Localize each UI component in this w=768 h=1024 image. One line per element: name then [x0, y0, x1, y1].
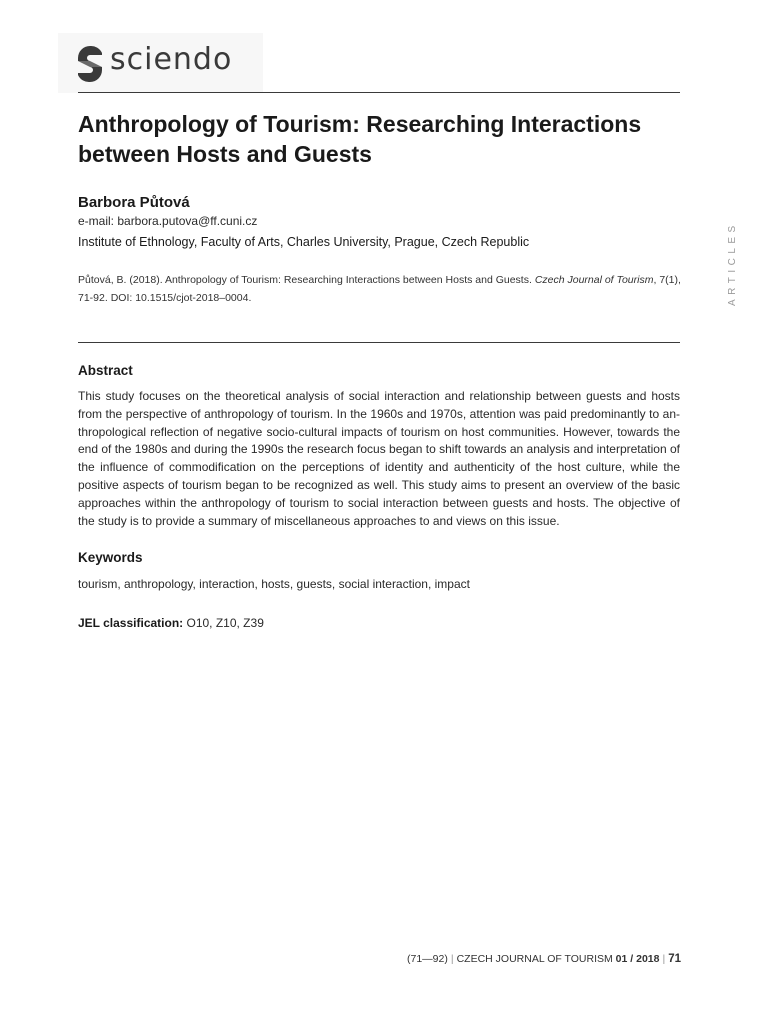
section-side-label: ARTICLES [727, 221, 738, 306]
citation-main: Půtová, B. (2018). Anthropology of Tourism: Researching Interactions between Hosts and Guests. [78, 274, 535, 286]
section-divider [78, 342, 680, 343]
footer-separator: | [450, 953, 454, 965]
citation-journal: Czech Journal of Tourism [534, 274, 654, 286]
footer-issue: 01 / 2018 [615, 953, 660, 965]
author-affiliation: Institute of Ethnology, Faculty of Arts, Charles University, Prague, Czech Republic [78, 235, 530, 249]
jel-value: O10, Z10, Z39 [183, 616, 264, 630]
page-number: 71 [668, 953, 681, 965]
keywords-heading: Keywords [78, 550, 143, 565]
jel-classification [78, 616, 264, 630]
page-footer [407, 953, 681, 965]
citation-rest: , 7(1), 71-92. DOI: 10.1515/cjot-2018–0004. [78, 274, 681, 304]
abstract-text: This study focuses on the theoretical analysis of social interaction and relationship between guests and hosts from the perspective of anthropology of tourism. In the 1960s and 1970s, attention was paid predominantly to an-thropological reflection of negative socio-cultural impacts of tourism on host communities. However, towards the end of the 1980s and during the 1990s the research focus began to shift towards an analysis and interpretation of the influence of commodification on the perceptions of identity and authenticity of the host culture, while the positive aspects of tourism began to be recognized as well. This study aims to present an overview of the basic approaches within the anthropology of tourism to social interaction between guests and hosts. The objective of the study is to provide a summary of miscellaneous approaches to and views on this issue. [78, 389, 680, 528]
author-email[interactable]: e-mail: barbora.putova@ff.cuni.cz [78, 214, 258, 228]
jel-label: JEL classification: [78, 616, 184, 630]
author-name: Barbora Půtová [78, 194, 190, 211]
footer-journal: CZECH JOURNAL OF TOURISM [456, 953, 613, 965]
footer-separator: | [662, 953, 666, 965]
header-divider [78, 92, 680, 93]
publisher-logo-text: sciendo [110, 42, 233, 77]
abstract-heading: Abstract [78, 363, 133, 378]
keywords-text: tourism, anthropology, interaction, hosts, guests, social interaction, impact [78, 577, 470, 591]
sciendo-logo-icon [76, 45, 104, 83]
footer-page-range: (71—92) [407, 953, 448, 965]
citation [78, 271, 682, 307]
article-title: Anthropology of Tourism: Researching Interactions between Hosts and Guests [78, 111, 642, 167]
